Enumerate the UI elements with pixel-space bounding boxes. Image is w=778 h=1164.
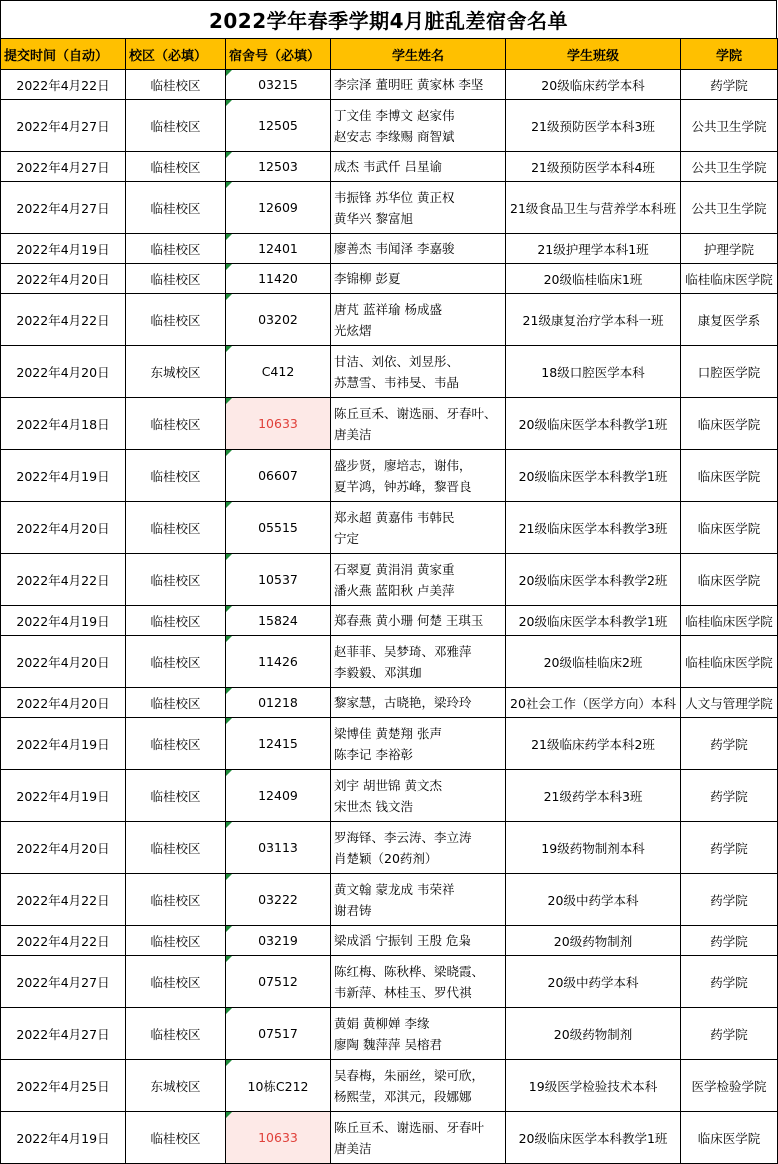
cell-room[interactable]: 07512 (226, 956, 331, 1008)
cell-campus[interactable]: 临桂校区 (126, 636, 226, 688)
student-names-line: 唐美洁 (334, 1140, 372, 1156)
cell-student-names[interactable] (331, 70, 506, 100)
table-row (1, 450, 778, 502)
cell-student-class[interactable]: 20级临床药学本科 (506, 70, 681, 100)
cell-college[interactable]: 药学院 (681, 1008, 778, 1060)
table-row (1, 502, 778, 554)
cell-student-names[interactable] (331, 636, 506, 688)
cell-submit-time[interactable]: 2022年4月20日 (1, 822, 126, 874)
table-row (1, 926, 778, 956)
table-row (1, 346, 778, 398)
cell-student-names[interactable] (331, 502, 506, 554)
student-names-line: 谢君铸 (334, 902, 372, 918)
cell-student-names[interactable] (331, 182, 506, 234)
cell-student-names[interactable] (331, 100, 506, 152)
cell-campus[interactable]: 临桂校区 (126, 688, 226, 718)
table-row (1, 822, 778, 874)
cell-student-class[interactable]: 21级护理学本科1班 (506, 234, 681, 264)
table-row (1, 956, 778, 1008)
student-names-line: 陈丘亘禾、谢选丽、牙春叶、 (334, 405, 497, 421)
student-names-line: 黄文翰 蒙龙成 韦荣祥 (334, 881, 455, 897)
student-names-line: 陈丘亘禾、谢选丽、牙春叶 (334, 1119, 485, 1135)
cell-student-class[interactable]: 21级食品卫生与营养学本科班 (506, 182, 681, 234)
cell-student-class[interactable]: 18级口腔医学本科 (506, 346, 681, 398)
table-row (1, 636, 778, 688)
student-names-line: 梁成滔 宁振钊 王殷 危枭 (334, 933, 471, 948)
student-names-line: 李宗泽 董明旺 黄家林 李坚 (334, 77, 484, 92)
student-names-line: 杨熙莹，邓淇元，段娜娜 (334, 1088, 472, 1104)
cell-college[interactable]: 医学检验学院 (681, 1060, 778, 1112)
cell-submit-time[interactable]: 2022年4月25日 (1, 1060, 126, 1112)
cell-college[interactable]: 康复医学系 (681, 294, 778, 346)
cell-room[interactable]: 12409 (226, 770, 331, 822)
table-row (1, 874, 778, 926)
table-row (1, 234, 778, 264)
student-names-line: 罗海铎、李云涛、李立涛 (334, 829, 472, 845)
cell-submit-time[interactable]: 2022年4月19日 (1, 234, 126, 264)
student-names-line: 赵安志 李缘赐 商智斌 (334, 128, 455, 144)
cell-room[interactable]: 07517 (226, 1008, 331, 1060)
cell-college[interactable]: 药学院 (681, 926, 778, 956)
header-campus[interactable]: 校区（必填） (126, 39, 226, 70)
table-row (1, 718, 778, 770)
cell-student-class[interactable]: 19级医学检验技术本科 (506, 1060, 681, 1112)
cell-campus[interactable]: 临桂校区 (126, 502, 226, 554)
cell-room[interactable]: 12505 (226, 100, 331, 152)
cell-college[interactable]: 公共卫生学院 (681, 152, 778, 182)
student-names-line: 吴春梅，朱丽丝，梁可欣， (334, 1067, 485, 1083)
cell-room[interactable]: 12415 (226, 718, 331, 770)
cell-student-names[interactable] (331, 152, 506, 182)
table-row (1, 554, 778, 606)
table-row (1, 770, 778, 822)
cell-college[interactable]: 护理学院 (681, 234, 778, 264)
cell-room[interactable]: C412 (226, 346, 331, 398)
cell-campus[interactable]: 临桂校区 (126, 874, 226, 926)
cell-submit-time[interactable]: 2022年4月27日 (1, 100, 126, 152)
cell-student-names[interactable] (331, 688, 506, 718)
cell-college[interactable]: 临桂临床医学院 (681, 264, 778, 294)
student-names-line: 宁定 (334, 530, 360, 546)
cell-student-names[interactable] (331, 874, 506, 926)
cell-submit-time[interactable]: 2022年4月19日 (1, 718, 126, 770)
student-names-line: 李毅毅、邓淇珈 (334, 664, 422, 680)
cell-submit-time[interactable]: 2022年4月20日 (1, 688, 126, 718)
cell-student-names[interactable] (331, 554, 506, 606)
cell-submit-time[interactable]: 2022年4月22日 (1, 294, 126, 346)
cell-student-class[interactable]: 21级临床医学本科教学3班 (506, 502, 681, 554)
cell-campus[interactable]: 临桂校区 (126, 234, 226, 264)
cell-student-class[interactable]: 20级临床医学本科教学1班 (506, 606, 681, 636)
cell-college[interactable]: 临床医学院 (681, 1112, 778, 1164)
table-row (1, 398, 778, 450)
cell-student-names[interactable] (331, 956, 506, 1008)
table-row (1, 264, 778, 294)
table-body (1, 70, 778, 1164)
student-names-line: 潘火燕 蓝阳秋 卢美萍 (334, 582, 455, 598)
cell-submit-time[interactable]: 2022年4月19日 (1, 1112, 126, 1164)
cell-student-class[interactable]: 21级药学本科3班 (506, 770, 681, 822)
cell-college[interactable]: 药学院 (681, 70, 778, 100)
cell-submit-time[interactable]: 2022年4月22日 (1, 70, 126, 100)
cell-campus[interactable]: 临桂校区 (126, 718, 226, 770)
cell-student-class[interactable]: 20级中药学本科 (506, 956, 681, 1008)
cell-submit-time[interactable]: 2022年4月27日 (1, 1008, 126, 1060)
cell-room[interactable]: 10633 (226, 1112, 331, 1164)
cell-campus[interactable]: 临桂校区 (126, 182, 226, 234)
cell-room[interactable]: 11426 (226, 636, 331, 688)
cell-campus[interactable]: 临桂校区 (126, 822, 226, 874)
student-names-line: 陈红梅、陈秋桦、梁晓霞、 (334, 963, 485, 979)
dorm-table (0, 38, 778, 1164)
cell-room[interactable]: 12609 (226, 182, 331, 234)
cell-room[interactable]: 15824 (226, 606, 331, 636)
cell-student-class[interactable]: 20社会工作（医学方向）本科 (506, 688, 681, 718)
student-names-line: 韦新萍、林桂玉、罗代祺 (334, 984, 472, 1000)
sheet-title: 2022学年春季学期4月脏乱差宿舍名单 (0, 0, 777, 38)
cell-college[interactable]: 临床医学院 (681, 398, 778, 450)
student-names-line: 丁文佳 李博文 赵家伟 (334, 107, 455, 123)
cell-college[interactable]: 药学院 (681, 770, 778, 822)
cell-student-names[interactable] (331, 294, 506, 346)
cell-room[interactable]: 03113 (226, 822, 331, 874)
cell-student-names[interactable] (331, 234, 506, 264)
cell-room[interactable]: 12503 (226, 152, 331, 182)
cell-submit-time[interactable]: 2022年4月20日 (1, 346, 126, 398)
cell-submit-time[interactable]: 2022年4月20日 (1, 264, 126, 294)
cell-student-class[interactable]: 20级临床医学本科教学1班 (506, 1112, 681, 1164)
cell-room[interactable]: 03219 (226, 926, 331, 956)
cell-college[interactable]: 公共卫生学院 (681, 182, 778, 234)
cell-student-class[interactable]: 20级临桂临床2班 (506, 636, 681, 688)
student-names-line: 刘宇 胡世锦 黄文杰 (334, 777, 442, 793)
student-names-line: 石翠夏 黄涓涓 黄家重 (334, 561, 455, 577)
cell-campus[interactable]: 临桂校区 (126, 926, 226, 956)
student-names-line: 赵菲菲、吴梦琦、邓雅萍 (334, 643, 472, 659)
header-student-class[interactable]: 学生班级 (506, 39, 681, 70)
cell-college[interactable]: 人文与管理学院 (681, 688, 778, 718)
cell-college[interactable]: 临床医学院 (681, 502, 778, 554)
table-row (1, 1060, 778, 1112)
student-names-line: 廖善杰 韦闻泽 李嘉骏 (334, 241, 455, 256)
cell-student-class[interactable]: 20级药物制剂 (506, 926, 681, 956)
table-row (1, 688, 778, 718)
cell-campus[interactable]: 临桂校区 (126, 70, 226, 100)
cell-campus[interactable]: 临桂校区 (126, 956, 226, 1008)
table-row (1, 152, 778, 182)
cell-college[interactable]: 临床医学院 (681, 450, 778, 502)
cell-campus[interactable]: 临桂校区 (126, 398, 226, 450)
cell-student-class[interactable]: 21级预防医学本科3班 (506, 100, 681, 152)
cell-college[interactable]: 临床医学院 (681, 554, 778, 606)
cell-student-class[interactable]: 21级康复治疗学本科一班 (506, 294, 681, 346)
cell-student-class[interactable]: 20级临床医学本科教学1班 (506, 450, 681, 502)
cell-student-names[interactable] (331, 1008, 506, 1060)
cell-college[interactable]: 口腔医学院 (681, 346, 778, 398)
cell-student-names[interactable] (331, 346, 506, 398)
cell-room[interactable]: 06607 (226, 450, 331, 502)
table-row (1, 70, 778, 100)
cell-campus[interactable]: 临桂校区 (126, 606, 226, 636)
cell-room[interactable]: 01218 (226, 688, 331, 718)
cell-campus[interactable]: 临桂校区 (126, 770, 226, 822)
student-names-line: 光炫熠 (334, 322, 372, 338)
cell-student-names[interactable] (331, 770, 506, 822)
cell-campus[interactable]: 临桂校区 (126, 554, 226, 606)
table-row (1, 100, 778, 152)
cell-student-class[interactable]: 20级中药学本科 (506, 874, 681, 926)
table-row (1, 1008, 778, 1060)
header-submit-time[interactable]: 提交时间（自动） (1, 39, 126, 70)
cell-campus[interactable]: 临桂校区 (126, 1112, 226, 1164)
student-names-line: 郑春燕 黄小珊 何楚 王琪玉 (334, 613, 484, 628)
student-names-line: 黄华兴 黎富旭 (334, 210, 413, 226)
cell-submit-time[interactable]: 2022年4月19日 (1, 770, 126, 822)
cell-student-names[interactable] (331, 1112, 506, 1164)
cell-college[interactable]: 临桂临床医学院 (681, 636, 778, 688)
student-names-line: 成杰 韦武仟 吕星谕 (334, 159, 442, 174)
cell-student-names[interactable] (331, 1060, 506, 1112)
cell-student-class[interactable]: 20级临床医学本科教学2班 (506, 554, 681, 606)
cell-student-names[interactable] (331, 450, 506, 502)
table-row (1, 294, 778, 346)
cell-submit-time[interactable]: 2022年4月22日 (1, 926, 126, 956)
cell-campus[interactable]: 临桂校区 (126, 152, 226, 182)
student-names-line: 陈李记 李裕彰 (334, 746, 413, 762)
cell-submit-time[interactable]: 2022年4月27日 (1, 182, 126, 234)
header-room[interactable]: 宿舍号（必填） (226, 39, 331, 70)
cell-campus[interactable]: 临桂校区 (126, 294, 226, 346)
cell-room[interactable]: 03202 (226, 294, 331, 346)
header-student-names[interactable]: 学生姓名 (331, 39, 506, 70)
cell-student-class[interactable]: 20级临桂临床1班 (506, 264, 681, 294)
cell-submit-time[interactable]: 2022年4月22日 (1, 874, 126, 926)
student-names-line: 唐芃 蓝祥瑜 杨成盛 (334, 301, 442, 317)
cell-submit-time[interactable]: 2022年4月19日 (1, 450, 126, 502)
table-row (1, 1112, 778, 1164)
student-names-line: 李锦柳 彭夏 (334, 271, 401, 286)
cell-campus[interactable]: 东城校区 (126, 346, 226, 398)
cell-student-class[interactable]: 21级临床药学本科2班 (506, 718, 681, 770)
student-names-line: 黎家慧，古晓艳，梁玲玲 (334, 695, 472, 710)
student-names-line: 盛步贤，廖培志，谢伟， (334, 457, 472, 473)
cell-campus[interactable]: 临桂校区 (126, 1008, 226, 1060)
cell-room[interactable]: 03215 (226, 70, 331, 100)
cell-college[interactable]: 药学院 (681, 718, 778, 770)
cell-college[interactable]: 药学院 (681, 956, 778, 1008)
cell-campus[interactable]: 临桂校区 (126, 264, 226, 294)
student-names-line: 唐美洁 (334, 426, 372, 442)
student-names-line: 甘洁、刘依、刘昱彤、 (334, 353, 460, 369)
student-names-line: 黄娟 黄柳婵 李缘 (334, 1015, 430, 1031)
cell-college[interactable]: 药学院 (681, 822, 778, 874)
cell-room[interactable]: 10537 (226, 554, 331, 606)
student-names-line: 郑永超 黄嘉伟 韦韩民 (334, 509, 455, 525)
student-names-line: 肖楚颖（20药剂） (334, 850, 438, 866)
cell-room[interactable]: 10栋C212 (226, 1060, 331, 1112)
cell-student-names[interactable] (331, 398, 506, 450)
cell-submit-time[interactable]: 2022年4月20日 (1, 636, 126, 688)
cell-student-names[interactable] (331, 264, 506, 294)
cell-college[interactable]: 公共卫生学院 (681, 100, 778, 152)
cell-student-names[interactable] (331, 718, 506, 770)
cell-submit-time[interactable]: 2022年4月18日 (1, 398, 126, 450)
cell-submit-time[interactable]: 2022年4月27日 (1, 956, 126, 1008)
cell-room[interactable]: 12401 (226, 234, 331, 264)
cell-submit-time[interactable]: 2022年4月22日 (1, 554, 126, 606)
cell-student-class[interactable]: 20级临床医学本科教学1班 (506, 398, 681, 450)
cell-campus[interactable]: 临桂校区 (126, 450, 226, 502)
student-names-line: 苏慧雪、韦祎旻、韦晶 (334, 374, 460, 390)
cell-student-class[interactable]: 21级预防医学本科4班 (506, 152, 681, 182)
cell-submit-time[interactable]: 2022年4月19日 (1, 606, 126, 636)
cell-submit-time[interactable]: 2022年4月27日 (1, 152, 126, 182)
cell-room[interactable]: 10633 (226, 398, 331, 450)
header-college[interactable]: 学院 (681, 39, 778, 70)
cell-college[interactable]: 临桂临床医学院 (681, 606, 778, 636)
cell-student-names[interactable] (331, 606, 506, 636)
student-names-line: 夏芊鸿，钟苏峰，黎晋良 (334, 478, 472, 494)
cell-submit-time[interactable]: 2022年4月20日 (1, 502, 126, 554)
cell-room[interactable]: 11420 (226, 264, 331, 294)
student-names-line: 梁博佳 黄楚翔 张声 (334, 725, 442, 741)
cell-college[interactable]: 药学院 (681, 874, 778, 926)
cell-student-names[interactable] (331, 822, 506, 874)
student-names-line: 宋世杰 钱文浩 (334, 798, 413, 814)
table-row (1, 182, 778, 234)
cell-room[interactable]: 05515 (226, 502, 331, 554)
cell-student-class[interactable]: 20级药物制剂 (506, 1008, 681, 1060)
table-row (1, 606, 778, 636)
cell-student-names[interactable] (331, 926, 506, 956)
student-names-line: 廖陶 魏萍萍 吴榕君 (334, 1036, 442, 1052)
cell-room[interactable]: 03222 (226, 874, 331, 926)
header-row (1, 39, 778, 70)
cell-campus[interactable]: 临桂校区 (126, 100, 226, 152)
student-names-line: 韦振锋 苏华位 黄正权 (334, 189, 455, 205)
cell-student-class[interactable]: 19级药物制剂本科 (506, 822, 681, 874)
cell-campus[interactable]: 东城校区 (126, 1060, 226, 1112)
